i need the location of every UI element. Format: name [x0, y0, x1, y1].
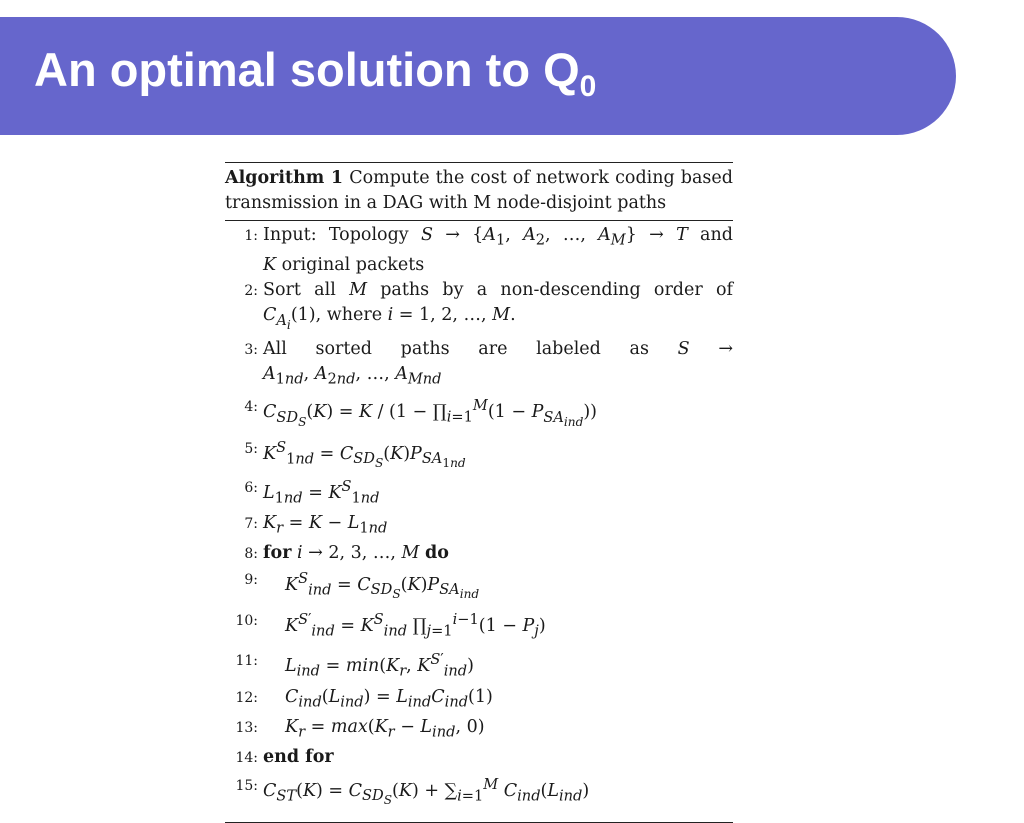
line-text: $K_r = K - L_{1nd}$ — [263, 513, 388, 537]
line-text: for i → 2, 3, …, M do — [263, 543, 449, 564]
line-number: 6: — [244, 480, 258, 497]
algorithm-line — [225, 745, 733, 771]
line-text: $C_{A_i}(1)$, where i = 1, 2, …, M. — [263, 305, 516, 332]
line-text: $C_{ST}(K) = C_{SD_S}(K) + \sum_{i=1}^M$ $C_{ind}(L_{ind})$ — [263, 775, 590, 807]
line-number: 9: — [244, 571, 258, 588]
line-number: 10: — [235, 613, 258, 630]
algorithm-line — [225, 337, 733, 363]
algorithm-line — [225, 303, 733, 337]
line-number — [225, 253, 263, 278]
line-text: $K_r = \max(K_r - L_{ind}$, 0) — [285, 717, 485, 741]
line-number: 2: — [244, 282, 258, 299]
line-number — [225, 362, 263, 392]
algorithm-line — [225, 715, 733, 745]
algorithm-box — [225, 162, 733, 823]
line-text: K original packets — [263, 255, 425, 275]
line-text: $K^S_{1nd} = C_{SD_S}(K)P_{SA_{1nd}}$ — [263, 438, 466, 470]
line-text: $K^{S'}_{ind} = K^S_{ind}$ $\prod_{j=1}^{i-1}(1 - P_j)$ — [285, 611, 546, 640]
line-text: Input: Topology $S \to \{A_1$, $A_2$, …, $A_M\} \to T$ and — [263, 225, 733, 249]
algorithm-line — [225, 253, 733, 278]
slide-title — [34, 43, 597, 103]
line-text: $K^S_{ind} = C_{SD_S}(K)P_{SA_{ind}}$ — [285, 569, 480, 601]
slide-title-text: An optimal solution to Q — [34, 43, 580, 96]
slide-title-subscript: 0 — [579, 70, 597, 103]
line-text: $C_{SD_S}(K) = K / (1$ − $\prod_{i=1}^M(1 - P_{SA_{ind}})$) — [263, 397, 598, 429]
line-number: 11: — [235, 652, 258, 669]
algorithm-line — [225, 511, 733, 541]
algorithm-line — [225, 223, 733, 253]
line-text: $L_{ind} = \min(K_r$, $K^{S'}_{ind}$) — [285, 650, 474, 680]
line-number: 4: — [244, 399, 258, 416]
line-text: end for — [263, 747, 334, 768]
algorithm-line — [225, 541, 733, 567]
algorithm-line — [225, 392, 733, 435]
line-number: 5: — [244, 440, 258, 457]
algorithm-line — [225, 646, 733, 685]
algorithm-lines — [225, 221, 733, 814]
line-text: $C_{ind}(L_{ind}) = L_{ind}C_{ind}(1)$ — [285, 687, 493, 711]
algorithm-caption-text: Compute the cost of network coding based transmission in a DAG with M node-disjoint paths — [225, 168, 733, 213]
algorithm-line — [225, 606, 733, 645]
line-text: $L_{1nd} = K^S_{1nd}$ — [263, 478, 380, 507]
line-number: 8: — [244, 546, 258, 563]
line-text: Sort all M paths by a non-descending order of — [263, 279, 733, 300]
line-number: 14: — [235, 750, 258, 767]
algorithm-line — [225, 685, 733, 715]
line-number: 15: — [235, 777, 258, 794]
line-text: $A_{1nd}$, $A_{2nd}$, …, $A_{Mnd}$ — [263, 364, 442, 388]
algorithm-line — [225, 362, 733, 392]
algorithm-line — [225, 278, 733, 304]
line-number: 3: — [244, 341, 258, 358]
line-number — [225, 303, 263, 337]
algorithm-label: Algorithm 1 — [225, 168, 344, 188]
algorithm-line — [225, 567, 733, 607]
line-number: 1: — [244, 228, 258, 244]
algorithm-line — [225, 436, 733, 476]
line-number: 13: — [235, 720, 258, 737]
algorithm-caption — [225, 163, 733, 215]
algorithm-line — [225, 771, 733, 814]
algorithm-line — [225, 475, 733, 511]
line-number: 7: — [244, 516, 258, 533]
line-text: All sorted paths are labeled as S → — [263, 338, 733, 359]
line-number: 12: — [235, 690, 258, 707]
